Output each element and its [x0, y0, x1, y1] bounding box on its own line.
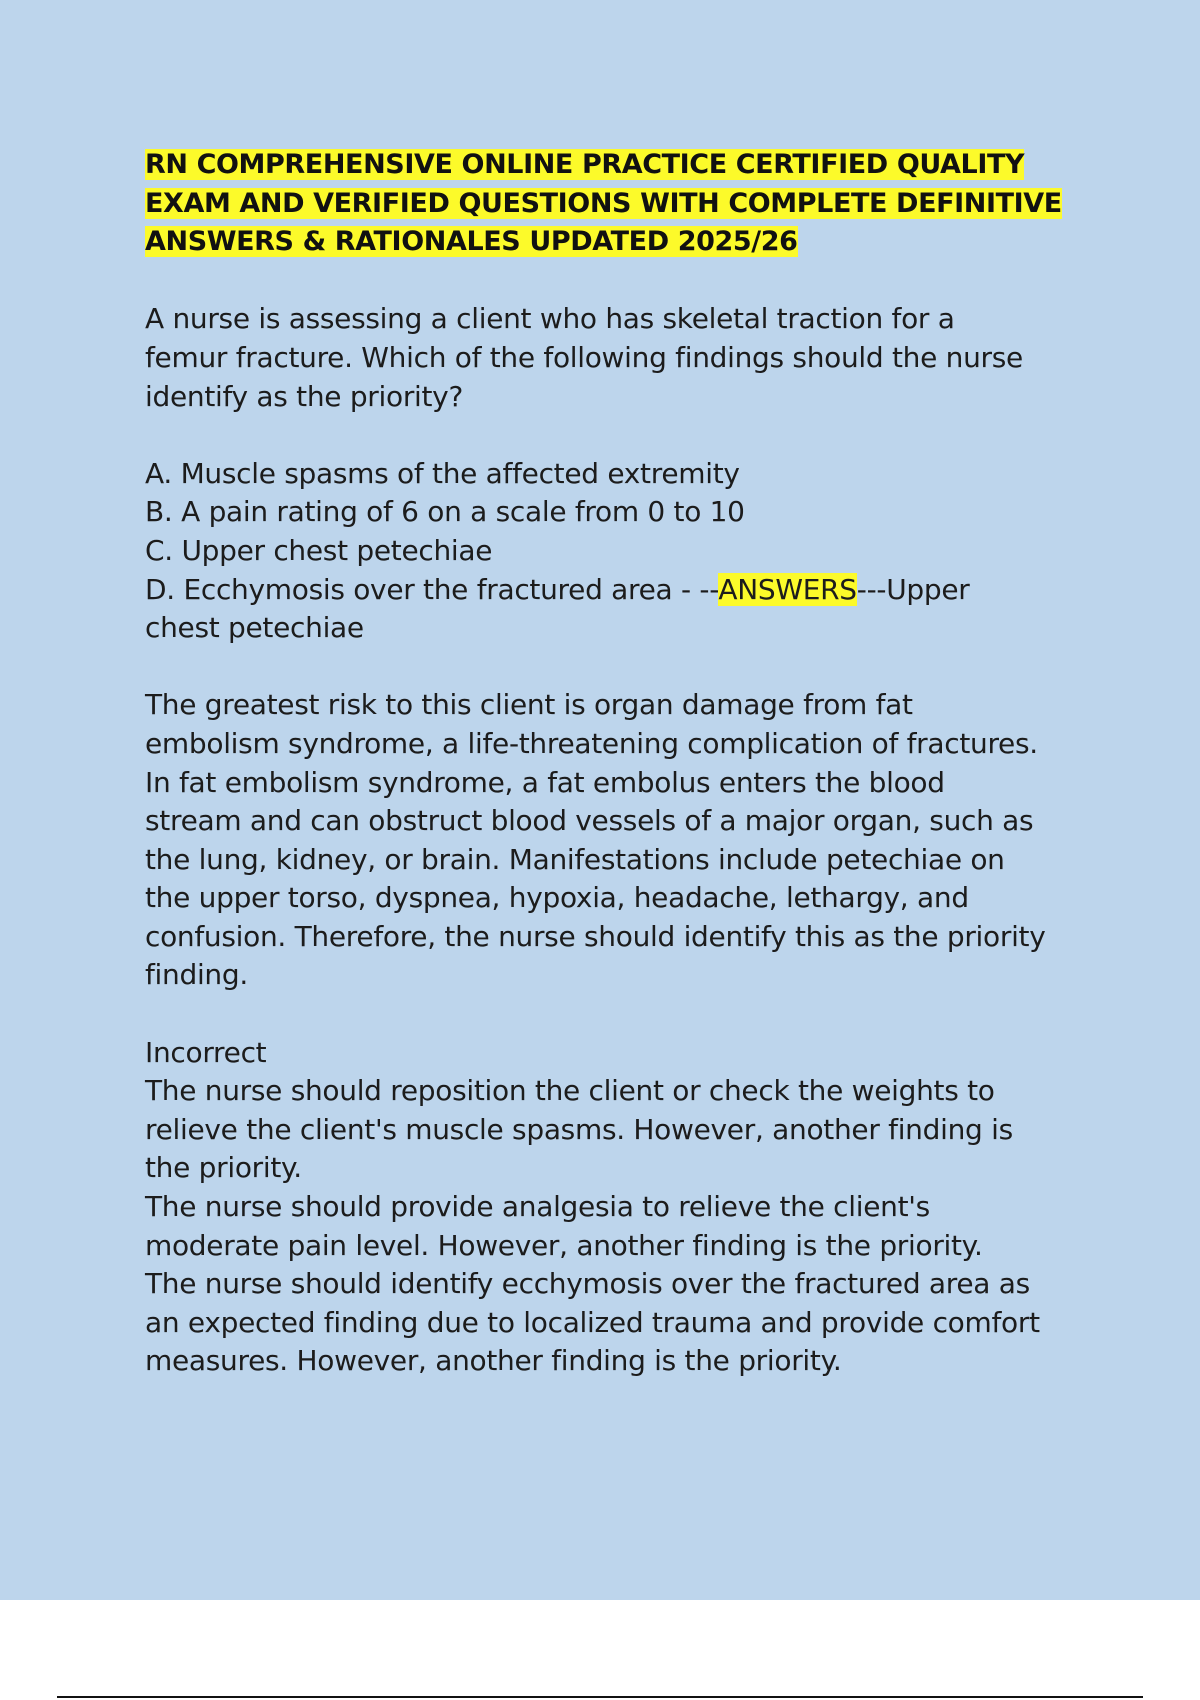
- rationale-line: the lung, kidney, or brain. Manifestations include petechiae on: [145, 842, 1005, 876]
- option-c: C. Upper chest petechiae: [145, 533, 493, 567]
- question-line: A nurse is assessing a client who has skeletal traction for a: [145, 302, 955, 336]
- incorrect-line: The nurse should identify ecchymosis over the fractured area as: [145, 1267, 1030, 1301]
- incorrect-line: The nurse should provide analgesia to relieve the client's: [145, 1190, 930, 1224]
- incorrect-line: the priority.: [145, 1151, 302, 1185]
- incorrect-heading: Incorrect: [145, 1035, 267, 1069]
- rationale-line: embolism syndrome, a life-threatening complication of fractures.: [145, 726, 1038, 760]
- incorrect-line: The nurse should reposition the client or check the weights to: [145, 1074, 995, 1108]
- answers-highlight: ANSWERS: [718, 572, 857, 606]
- option-d-answer-start: ---Upper: [856, 572, 970, 606]
- rationale-line: the upper torso, dyspnea, hypoxia, headache, lethargy, and: [145, 881, 969, 915]
- rationale-line: confusion. Therefore, the nurse should identify this as the priority: [145, 919, 1046, 953]
- question-line: femur fracture. Which of the following findings should the nurse: [145, 340, 1023, 374]
- rationale: [145, 686, 1095, 995]
- footer-divider: [57, 1696, 1143, 1698]
- incorrect-line: an expected finding due to localized trauma and provide comfort: [145, 1305, 1040, 1339]
- rationale-line: The greatest risk to this client is organ damage from fat: [145, 688, 913, 722]
- incorrect-line: relieve the client's muscle spasms. However, another finding is: [145, 1112, 1013, 1146]
- option-d-text: D. Ecchymosis over the fractured area - --: [145, 572, 719, 606]
- document-title: [145, 146, 1095, 262]
- rationale-line: stream and can obstruct blood vessels of a major organ, such as: [145, 804, 1034, 838]
- question-text: [145, 300, 1095, 416]
- incorrect-line: measures. However, another finding is the priority.: [145, 1344, 842, 1378]
- title-line: RN COMPREHENSIVE ONLINE PRACTICE CERTIFIED QUALITY: [145, 149, 1025, 180]
- answer-options: [145, 455, 1095, 648]
- document-content: [145, 146, 1095, 1381]
- rationale-line: finding.: [145, 958, 248, 992]
- incorrect-line: moderate pain level. However, another finding is the priority.: [145, 1228, 983, 1262]
- option-d: [145, 571, 1095, 610]
- title-line: ANSWERS & RATIONALES UPDATED 2025/26: [145, 226, 798, 258]
- option-b: B. A pain rating of 6 on a scale from 0 to 10: [145, 495, 745, 529]
- option-a: A. Muscle spasms of the affected extremity: [145, 456, 740, 490]
- rationale-line: In fat embolism syndrome, a fat embolus enters the blood: [145, 765, 945, 799]
- incorrect-section: [145, 1034, 1095, 1381]
- question-line: identify as the priority?: [145, 379, 464, 413]
- title-line: EXAM AND VERIFIED QUESTIONS WITH COMPLETE DEFINITIVE: [145, 187, 1062, 219]
- answer-continuation: chest petechiae: [145, 611, 364, 645]
